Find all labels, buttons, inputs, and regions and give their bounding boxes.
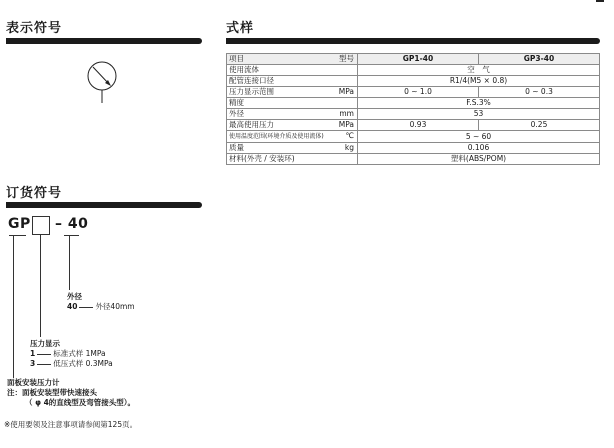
spec-table-header — [227, 54, 600, 65]
spec-table — [226, 53, 600, 165]
row-value-col1: 0 ~ 1.0 — [358, 87, 479, 98]
symbol-section-title: 表示符号 — [6, 21, 63, 36]
diameter-desc: 外径40mm — [95, 302, 135, 311]
diameter-code: 40 — [67, 302, 78, 311]
row-value: 塑料(ABS/POM) — [358, 154, 600, 165]
order-section-bar — [6, 202, 202, 208]
row-label: 使用流体 — [229, 65, 259, 74]
row-unit: MPa — [338, 87, 354, 96]
row-unit: MPa — [338, 120, 354, 129]
panel-mount-note2: （ φ 4的直线型及弯管接头型）。 — [25, 398, 136, 407]
prefix-leader-line — [13, 235, 14, 378]
prefix-underline — [9, 235, 26, 236]
row-value: R1/4(M5 × 0.8) — [358, 76, 600, 87]
diameter-group — [67, 292, 135, 312]
pressure-option-code: 3 — [30, 359, 36, 368]
row-label: 配管连接口径 — [229, 76, 274, 85]
row-value: 0.106 — [358, 143, 600, 154]
spec-row-range — [227, 87, 600, 98]
order-code-suffix: – 40 — [55, 216, 89, 232]
dash-line — [37, 354, 51, 355]
row-label: 质量 — [229, 143, 244, 152]
pressure-title: 压力显示 — [30, 339, 60, 348]
dash-line — [37, 364, 51, 365]
row-unit: kg — [344, 143, 354, 152]
row-value: 53 — [358, 109, 600, 120]
spec-row-diameter — [227, 109, 600, 120]
row-value-col2: 0 ~ 0.3 — [479, 87, 600, 98]
pressure-code-box — [32, 216, 50, 235]
row-value: 空 气 — [358, 65, 600, 76]
spec-row-material — [227, 154, 600, 165]
spec-row-port — [227, 76, 600, 87]
row-unit: ℃ — [345, 131, 354, 140]
pressure-leader-line — [40, 235, 41, 337]
row-label: 使用温度范围(环境介质及使用流体) — [229, 133, 324, 140]
symbol-section-bar — [6, 38, 202, 44]
pressure-option-desc: 标准式样 1MPa — [53, 349, 106, 358]
pressure-option-code: 1 — [30, 349, 36, 358]
order-section-title: 订货符号 — [6, 186, 63, 201]
header-item-cell — [227, 54, 358, 65]
row-unit: mm — [339, 109, 354, 118]
row-label: 最高使用压力 — [229, 120, 274, 129]
pressure-gauge-icon — [82, 59, 122, 105]
panel-mount-group — [7, 378, 135, 408]
row-label: 外径 — [229, 109, 244, 118]
dash-line — [79, 307, 93, 308]
header-col2: GP3-40 — [479, 54, 600, 65]
row-value: F.S.3% — [358, 98, 600, 109]
spec-row-temperature — [227, 131, 600, 143]
spec-row-max-pressure — [227, 120, 600, 131]
spec-section-title: 式样 — [226, 21, 255, 36]
diameter-title: 外径 — [67, 292, 82, 301]
header-model-label: 型号 — [339, 54, 354, 63]
header-col1: GP1-40 — [358, 54, 479, 65]
pressure-option-desc: 低压式样 0.3MPa — [53, 359, 113, 368]
row-label: 压力显示范围 — [229, 87, 274, 96]
panel-mount-title: 面板安装压力计 — [7, 378, 60, 387]
row-label: 精度 — [229, 98, 244, 107]
top-corner-rule — [596, 0, 604, 2]
row-value-col1: 0.93 — [358, 120, 479, 131]
suffix-underline — [64, 235, 79, 236]
footer-note: ※使用要领及注意事项请参阅第125页。 — [4, 420, 138, 429]
header-item-label: 项目 — [229, 54, 244, 63]
pressure-group — [30, 339, 113, 369]
spec-row-accuracy — [227, 98, 600, 109]
row-label: 材料(外壳 / 安装环) — [229, 154, 295, 163]
spec-row-fluid — [227, 65, 600, 76]
row-value-col2: 0.25 — [479, 120, 600, 131]
order-code-prefix: GP — [8, 216, 31, 232]
row-value: 5 ~ 60 — [358, 131, 600, 143]
diameter-leader-line — [69, 235, 70, 290]
spec-section-bar — [226, 38, 600, 44]
panel-mount-note1: 注：面板安装型带快速接头 — [7, 388, 97, 397]
spec-row-mass — [227, 143, 600, 154]
